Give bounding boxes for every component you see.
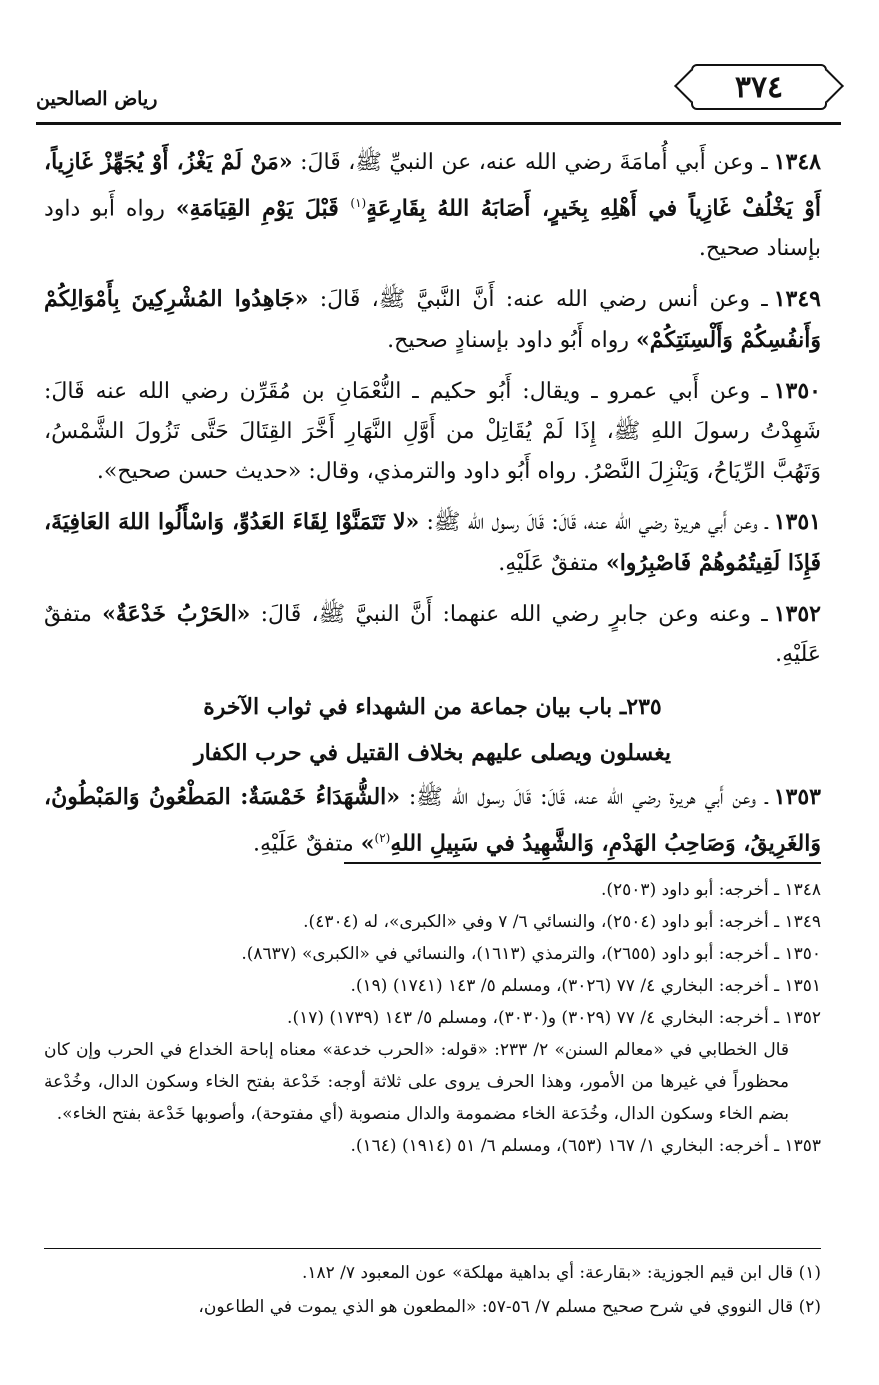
hadith-intro: ـ وعنه وعن جابرٍ رضي الله عنهما: أَنَّ النبيَّ ﷺ، قَالَ: — [250, 602, 768, 628]
note-1353: ١٣٥٣ ـ أخرجه: البخاري ١/ ١٦٧ (٦٥٣)، ومسلم ٦/ ٥١ (١٩١٤) (١٦٤). — [350, 1136, 821, 1156]
hadith-1349 — [44, 279, 821, 361]
hadith-number: ١٣٥٣ — [773, 784, 821, 811]
hadith-intro: ـ وعن أَبي أُمامَةَ رضي الله عنه، عن النبيِّ ﷺ، قَالَ: — [292, 150, 768, 175]
page-number: ٣٧٤ — [691, 64, 827, 110]
note-1349: ١٣٤٩ ـ أخرجه: أبو داود (٢٥٠٤)، والنسائي ٦/ ٧ وفي «الكبرى»، له (٤٣٠٤). — [303, 912, 821, 932]
hadith-source: رواه أَبو داود بإسناد صحيح. — [44, 196, 821, 262]
hadith-matn: «الشُّهَدَاءُ خَمْسَةٌ: المَطْعُونُ وَالمَبْطُونُ، وَالغَرِيقُ، وَصَاحِبُ الهَدْمِ، وَالشَّهِيدُ في سَبِيلِ اللهِ — [44, 784, 821, 857]
chapter-title: ٢٣٥ـ باب بيان جماعة من الشهداء في ثواب الآخرة — [203, 694, 662, 721]
note-1352: ١٣٥٢ ـ أخرجه: البخاري ٤/ ٧٧ (٣٠٢٩) و(٣٠٣٠)، ومسلم ٥/ ١٤٣ (١٧٣٩) (١٧). — [287, 1008, 821, 1028]
hadith-1348 — [44, 142, 821, 269]
hadith-number: ١٣٥٠ — [773, 378, 821, 405]
takhrij-notes — [44, 874, 821, 1162]
hadith-1350 — [44, 371, 821, 492]
header-rule — [36, 122, 841, 125]
hadith-text: ـ وعن أَبي عمرو ـ ويقال: أَبُو حكيم ـ النُّعْمَانِ بن مُقَرِّن رضي الله عنه قَالَ: شَهِدْتُ رسولَ اللهِ ﷺ، إِذَا لَمْ يُقَاتِلْ من أَوَّلِ النَّهَارِ أَخَّرَ القِتَالَ حَتَّى تَزُولَ الشَّمْسُ، وَتَهُبَّ الرِّيَاحُ، وَيَنْزِلَ النَّصْرُ. رواه أَبُو داود والترمذي، وقال: «حديث حسن صحيح». — [44, 379, 821, 485]
hadith-intro: ـ وعن أنس رضي الله عنه: أَنَّ النَّبيَّ ﷺ، قَالَ: — [308, 287, 768, 313]
hadith-matn-end: » — [360, 830, 375, 857]
hadith-matn-end: قَبْلَ يَوْمِ القِيَامَةِ» — [175, 195, 351, 222]
hadith-source: رواه أَبُو داود بإسنادٍ صحيح. — [387, 328, 637, 354]
hadith-source: متفقٌ عَلَيْهِ. — [44, 602, 821, 668]
page-header — [36, 62, 841, 122]
footnote-marker[interactable]: (٢) — [374, 831, 391, 846]
hadith-1352 — [44, 594, 821, 675]
footnotes-rule — [44, 1248, 821, 1249]
chapter-subtitle: يغسلون ويصلى عليهم بخلاف القتيل في حرب الكفار — [194, 740, 671, 767]
note-1351: ١٣٥١ ـ أخرجه: البخاري ٤/ ٧٧ (٣٠٢٦)، ومسلم ٥/ ١٤٣ (١٧٤١) (١٩). — [350, 976, 821, 996]
footnote-marker[interactable]: (١) — [350, 196, 367, 210]
hadith-intro: ـ وعن أَبي هريرة رضي الله عنه، قَالَ: قَالَ رسول الله ﷺ: — [419, 510, 768, 536]
hadith-matn: «الحَرْبُ خَدْعَةٌ» — [102, 601, 251, 628]
hadith-source: متفقٌ عَلَيْهِ. — [253, 831, 361, 857]
hadith-number: ١٣٤٩ — [773, 286, 821, 313]
footnote-2: (٢) قال النووي في شرح صحيح مسلم ٧/ ٥٦-٥٧: «المطعون هو الذي يموت في الطاعون، — [198, 1297, 821, 1317]
hadith-number: ١٣٥١ — [773, 509, 821, 536]
note-1350: ١٣٥٠ ـ أخرجه: أبو داود (٢٦٥٥)، والترمذي (١٦١٣)، والنسائي في «الكبرى» (٨٦٣٧). — [241, 944, 821, 964]
hadith-matn: «لا تَتَمَنَّوْا لِقَاءَ العَدُوِّ، وَاسْأَلُوا اللهَ العَافِيَةَ، فَإِذَا لَقِيتُمُوهُمْ فَاصْبِرُوا» — [44, 509, 821, 577]
notes-rule — [344, 862, 821, 864]
hadith-1353 — [44, 777, 821, 864]
note-1348: ١٣٤٨ ـ أخرجه: أبو داود (٢٥٠٣). — [600, 880, 821, 900]
hadith-intro: ـ وعن أَبي هريرة رضي الله عنه، قَالَ: قَالَ رسول الله ﷺ: — [400, 785, 768, 811]
book-title: رياض الصالحين — [36, 88, 158, 110]
hadith-source: متفقٌ عَلَيْهِ. — [498, 551, 606, 577]
hadith-1351 — [44, 502, 821, 584]
hadith-matn: «مَنْ لَمْ يَغْزُ، أَوْ يُجَهِّزْ غَازِياً، أَوْ يَخْلُفْ غَازِياً في أَهْلِهِ بِخَيرٍ، أَصَابَهُ اللهُ بِقَارِعَةٍ — [44, 149, 821, 222]
main-text — [44, 142, 821, 875]
hadith-number: ١٣٤٨ — [773, 149, 821, 175]
footnotes — [44, 1256, 821, 1324]
footnote-1: (١) قال ابن قيم الجوزية: «بقارعة: أي بداهية مهلكة» عون المعبود ٧/ ١٨٢. — [301, 1263, 821, 1283]
hadith-number: ١٣٥٢ — [773, 601, 821, 628]
hadith-matn: «جَاهِدُوا المُشْرِكِينَ بِأَمْوَالِكُمْ وَأَنفُسِكُمْ وَأَلْسِنَتِكُمْ» — [44, 286, 821, 354]
note-1352-comment: قال الخطابي في «معالم السنن» ٢/ ٢٣٣: «قوله: «الحرب خدعة» معناه إباحة الخداع في الحرب وإن كان محظوراً في غيرها من الأمور، وهذا الحرف يروى على ثلاثة أوجه: خَدْعة بفتح الخاء وسكون الدال، وخُدْعة بضم الخاء وسكون الدال، وخُدَعة الخاء مضمومة والدال منصوبة (أي مفتوحة)، وأصوبها خَدْعة بفتح الخاء». — [44, 1040, 790, 1124]
